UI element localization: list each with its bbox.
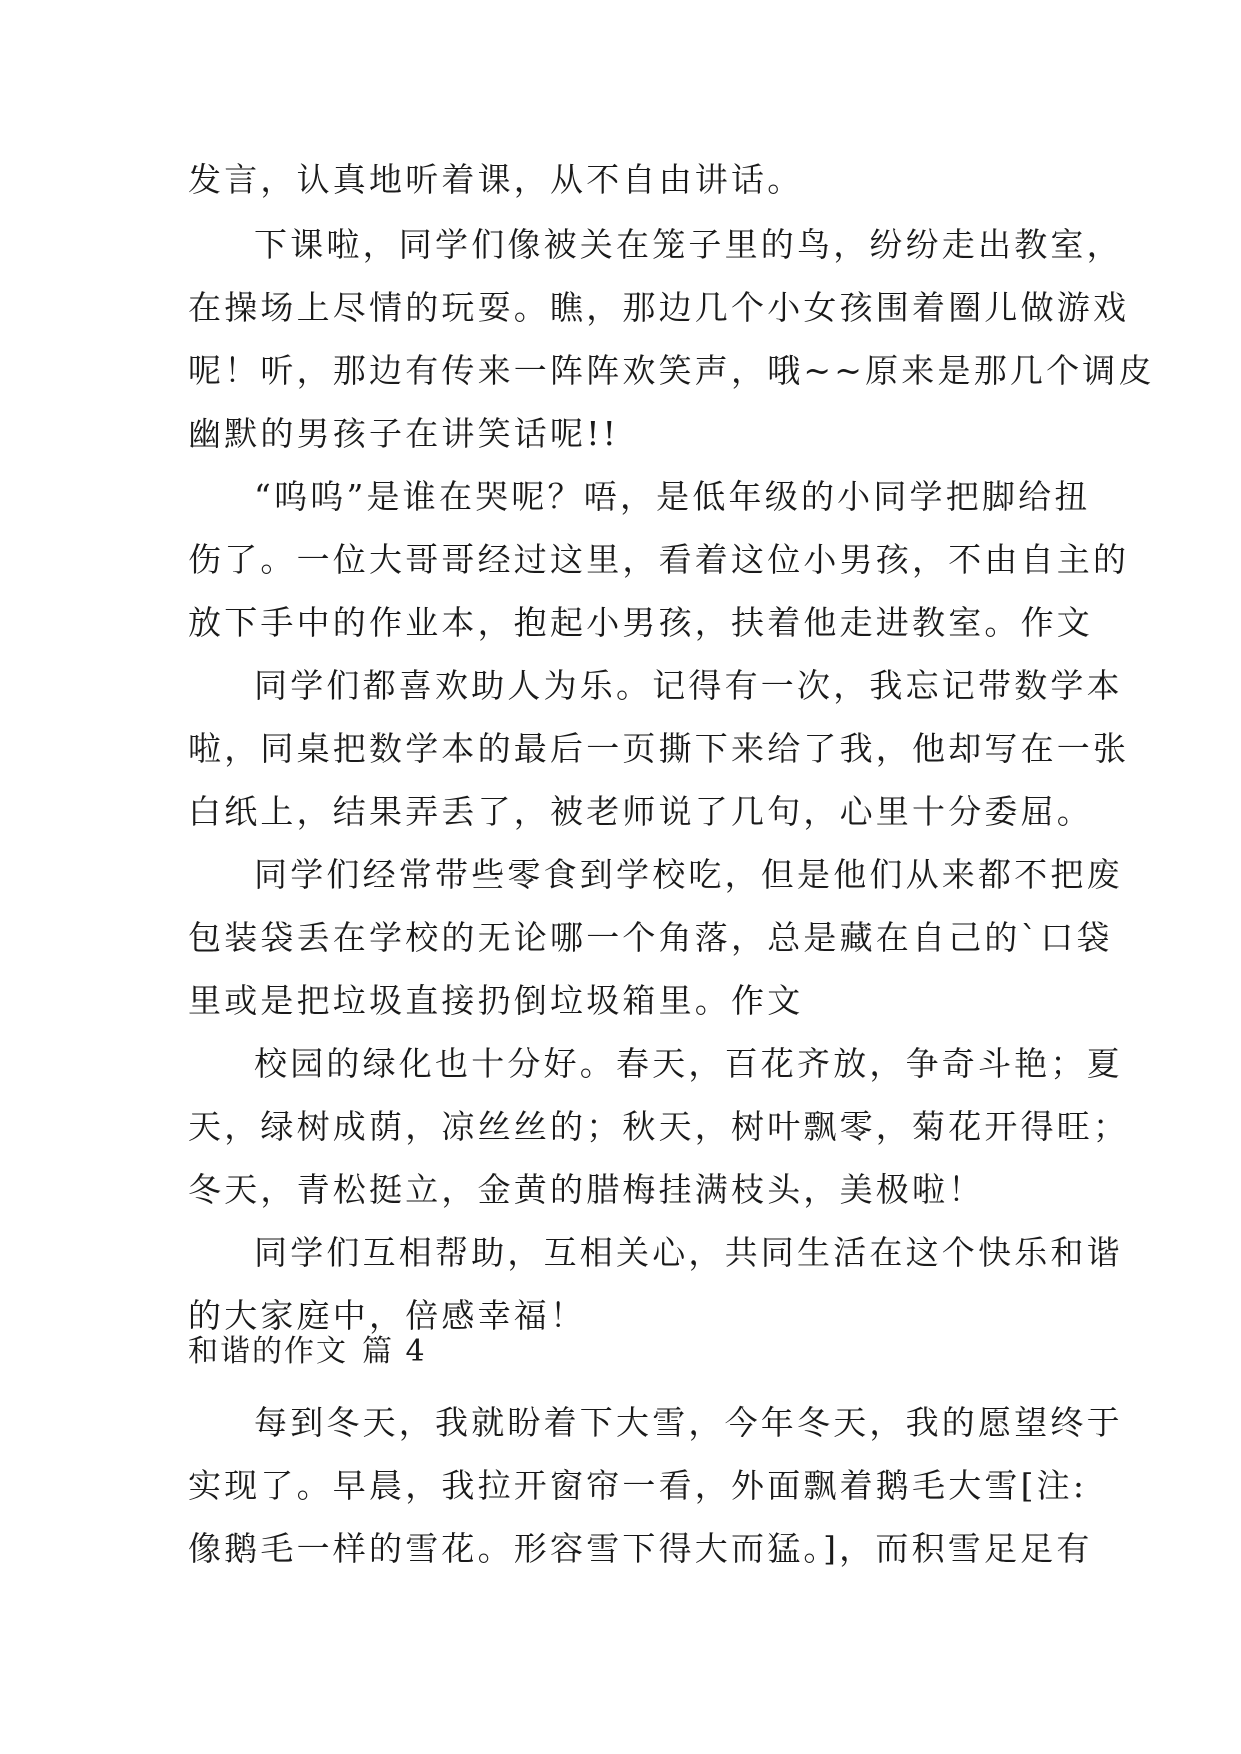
text-line: 每到冬天，我就盼着下大雪，今年冬天，我的愿望终于 <box>254 1403 1123 1442</box>
text-line: 像鹅毛一样的雪花。形容雪下得大而猛。]，而积雪足足有 <box>188 1529 1093 1568</box>
text-line: 校园的绿化也十分好。春天，百花齐放，争奇斗艳；夏 <box>254 1044 1123 1083</box>
text-line: 伤了。一位大哥哥经过这里，看着这位小男孩，不由自主的 <box>188 540 1130 579</box>
text-line: 冬天，青松挺立，金黄的腊梅挂满枝头，美极啦！ <box>188 1170 985 1209</box>
text-line: 啦，同桌把数学本的最后一页撕下来给了我，他却写在一张 <box>188 729 1130 768</box>
text-line: 幽默的男孩子在讲笑话呢!! <box>188 414 620 453</box>
section-heading-number: 篇 4 <box>362 1334 427 1369</box>
text-line: 发言，认真地听着课，从不自由讲话。 <box>188 160 804 199</box>
section-heading-title: 和谐的作文 <box>188 1334 348 1369</box>
text-line: 同学们都喜欢助人为乐。记得有一次，我忘记带数学本 <box>254 666 1123 705</box>
text-line: 天，绿树成荫，凉丝丝的；秋天，树叶飘零，菊花开得旺； <box>188 1107 1130 1146</box>
text-line: 下课啦，同学们像被关在笼子里的鸟，纷纷走出教室， <box>254 225 1123 264</box>
text-line: 实现了。早晨，我拉开窗帘一看，外面飘着鹅毛大雪[注: <box>188 1466 1088 1505</box>
text-line: 放下手中的作业本，抱起小男孩，扶着他走进教室。作文 <box>188 603 1093 642</box>
text-line: “呜呜”是谁在哭呢？唔，是低年级的小同学把脚给扭 <box>254 477 1091 516</box>
text-line: 同学们互相帮助，互相关心，共同生活在这个快乐和谐 <box>254 1233 1123 1272</box>
text-line: 里或是把垃圾直接扔倒垃圾箱里。作文 <box>188 981 804 1020</box>
text-line: 在操场上尽情的玩耍。瞧，那边几个小女孩围着圈儿做游戏 <box>188 288 1130 327</box>
text-line: 呢！听，那边有传来一阵阵欢笑声，哦~~原来是那几个调皮 <box>188 351 1155 390</box>
text-line: 包装袋丢在学校的无论哪一个角落，总是藏在自己的`口袋 <box>188 918 1113 957</box>
text-line: 白纸上，结果弄丢了，被老师说了几句，心里十分委屈。 <box>188 792 1093 831</box>
text-line: 的大家庭中，倍感幸福！ <box>188 1296 587 1335</box>
text-line: 同学们经常带些零食到学校吃，但是他们从来都不把废 <box>254 855 1123 894</box>
section-heading <box>188 1327 427 1377</box>
